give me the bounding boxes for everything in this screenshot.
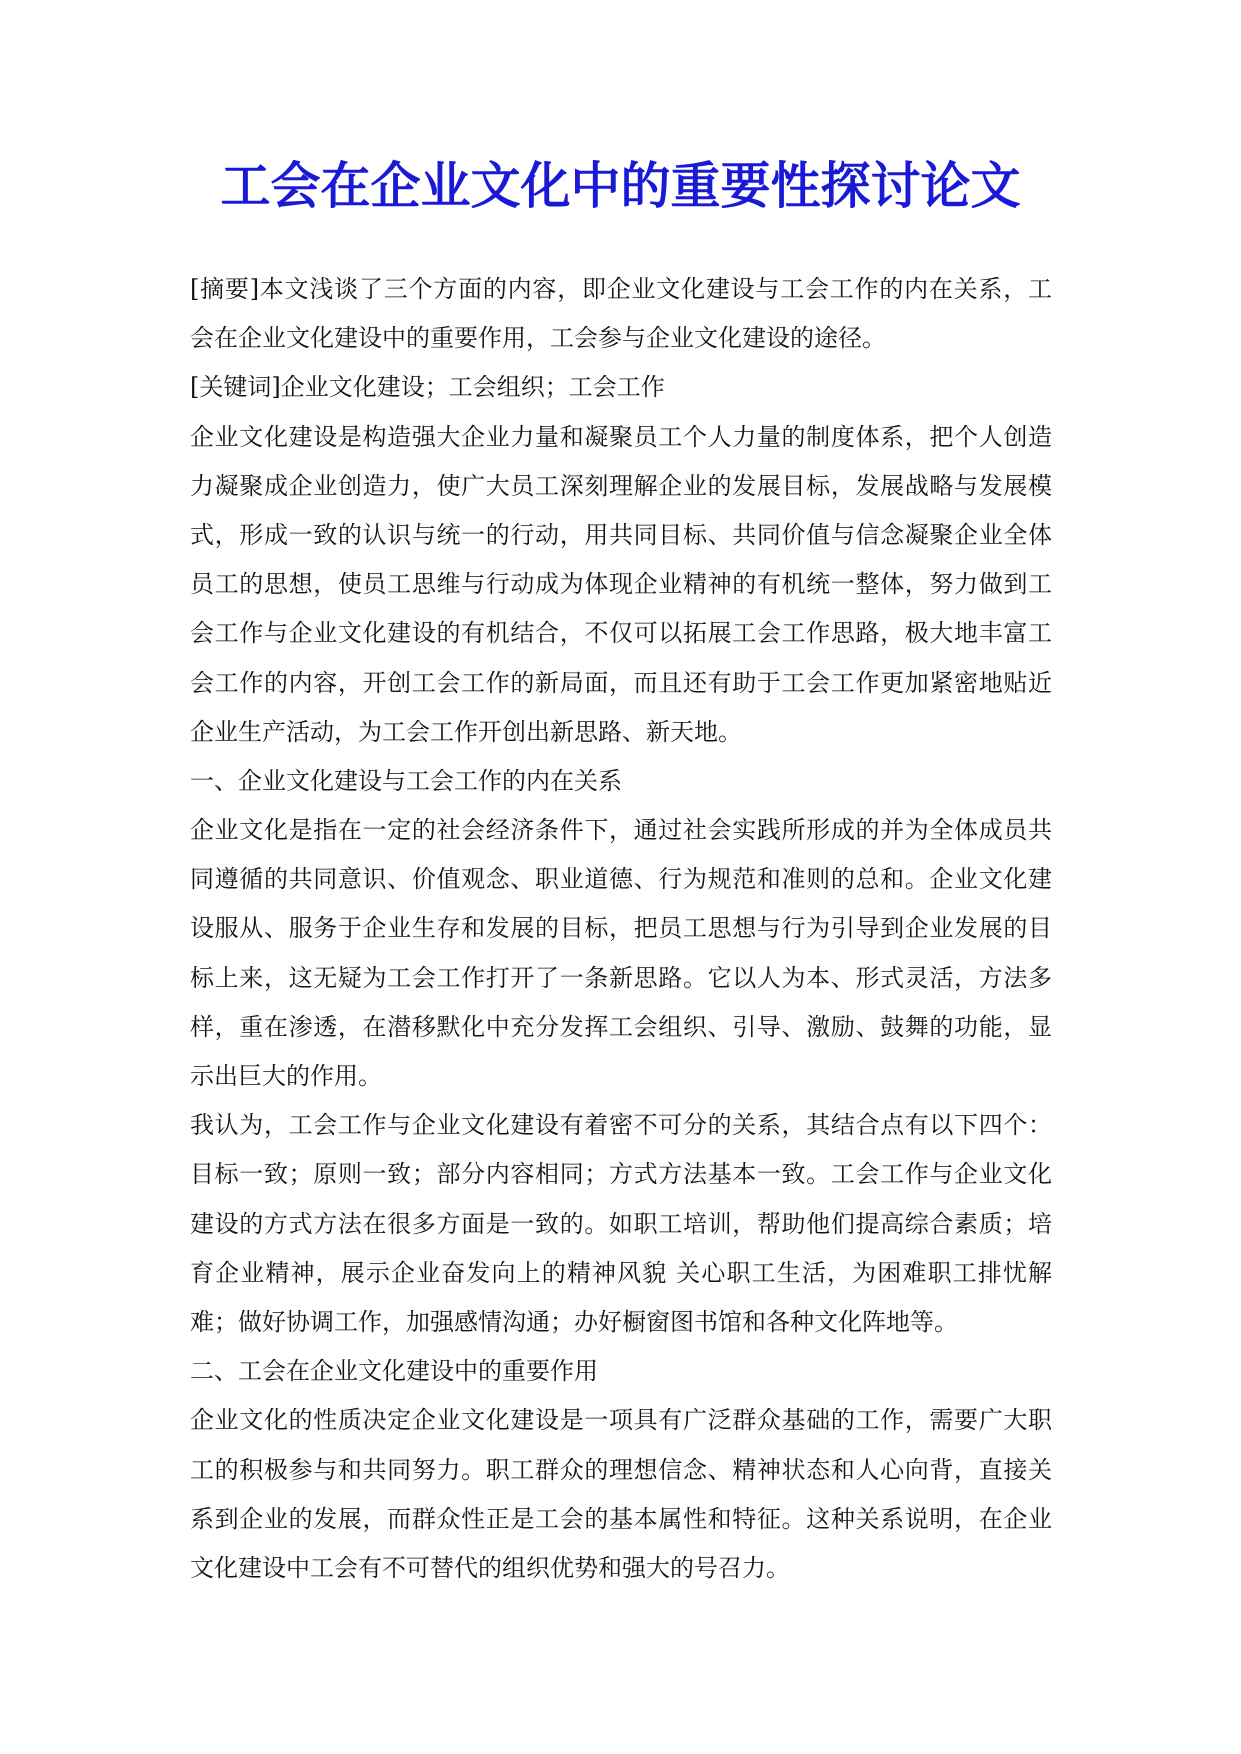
text-line: [关键词]企业文化建设；工会组织；工会工作 [190,373,665,402]
text-line: 建设的方式方法在很多方面是一致的。如职工培训，帮助他们提高综合素质；培 [190,1209,1052,1238]
text-line: 难；做好协调工作，加强感情沟通；办好橱窗图书馆和各种文化阵地等。 [190,1307,958,1336]
text-line: 式，形成一致的认识与统一的行动，用共同目标、共同价值与信念凝聚企业全体 [190,520,1052,549]
keywords-paragraph [190,363,1052,412]
text-line: 会在企业文化建设中的重要作用，工会参与企业文化建设的途径。 [190,324,886,353]
section-heading [190,1347,1052,1396]
text-line: 目标一致；原则一致；部分内容相同；方式方法基本一致。工会工作与企业文化 [190,1160,1052,1189]
text-line: 员工的思想，使员工思维与行动成为体现企业精神的有机统一整体，努力做到工 [190,570,1052,599]
text-line: 企业文化的性质决定企业文化建设是一项具有广泛群众基础的工作，需要广大职 [190,1406,1052,1435]
body-paragraph [190,1396,1052,1593]
section-heading [190,757,1052,806]
body-paragraph [190,413,1052,757]
text-line: 同遵循的共同意识、价值观念、职业道德、行为规范和准则的总和。企业文化建 [190,865,1052,894]
text-line: 标上来，这无疑为工会工作打开了一条新思路。它以人为本、形式灵活，方法多 [190,963,1052,992]
text-line: 育企业精神，展示企业奋发向上的精神风貌 关心职工生活，为困难职工排忧解 [190,1258,1052,1287]
text-line: 二、工会在企业文化建设中的重要作用 [190,1357,598,1386]
text-line: 系到企业的发展，而群众性正是工会的基本属性和特征。这种关系说明，在企业 [190,1504,1052,1533]
document-body [190,265,1052,1593]
body-paragraph [190,1101,1052,1347]
text-line: 文化建设中工会有不可替代的组织优势和强大的号召力。 [190,1553,790,1582]
text-line: 我认为，工会工作与企业文化建设有着密不可分的关系，其结合点有以下四个： [190,1111,1052,1140]
text-line: 会工作与企业文化建设的有机结合，不仅可以拓展工会工作思路，极大地丰富工 [190,619,1052,648]
page-title: 工会在企业文化中的重要性探讨论文 [220,157,1021,215]
text-line: 设服从、服务于企业生存和发展的目标，把员工思想与行为引导到企业发展的目 [190,914,1052,943]
body-paragraph [190,806,1052,1101]
text-line: [摘要]本文浅谈了三个方面的内容，即企业文化建设与工会工作的内在关系，工 [190,275,1052,303]
text-line: 一、企业文化建设与工会工作的内在关系 [190,766,622,795]
text-line: 企业生产活动，为工会工作开创出新思路、新天地。 [190,717,742,746]
text-line: 样，重在渗透，在潜移默化中充分发挥工会组织、引导、激励、鼓舞的功能，显 [190,1012,1052,1041]
text-line: 工的积极参与和共同努力。职工群众的理想信念、精神状态和人心向背，直接关 [190,1455,1052,1484]
text-line: 力凝聚成企业创造力，使广大员工深刻理解企业的发展目标，发展战略与发展模 [190,471,1052,500]
abstract-paragraph [190,265,1052,363]
text-line: 企业文化是指在一定的社会经济条件下，通过社会实践所形成的并为全体成员共 [190,816,1052,845]
text-line: 示出巨大的作用。 [190,1062,382,1090]
text-line: 会工作的内容，开创工会工作的新局面，而且还有助于工会工作更加紧密地贴近 [190,668,1052,697]
text-line: 企业文化建设是构造强大企业力量和凝聚员工个人力量的制度体系，把个人创造 [190,422,1052,451]
